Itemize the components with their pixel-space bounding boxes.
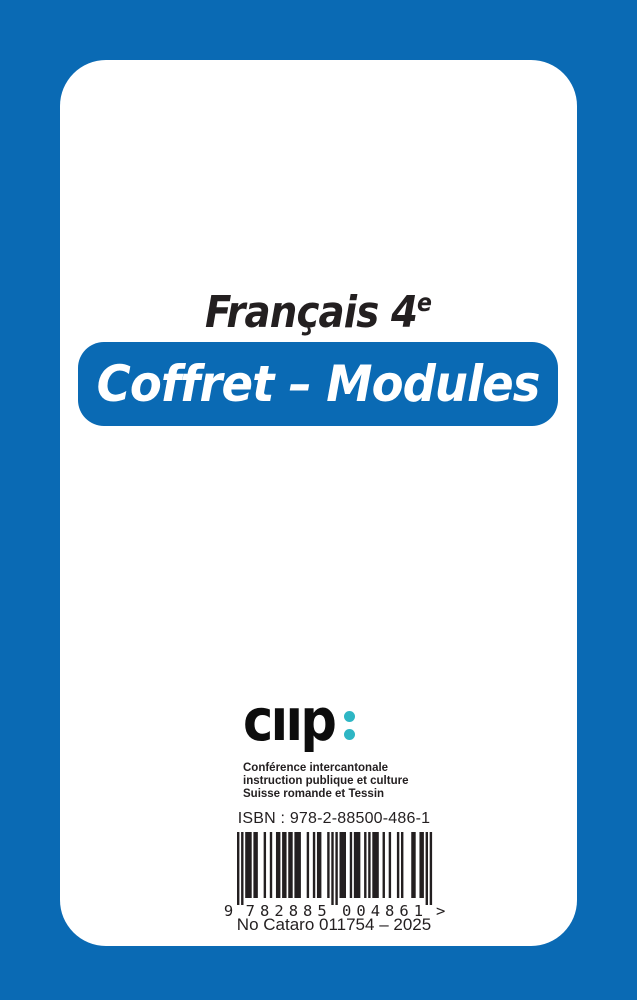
svg-text:8: 8 — [385, 902, 395, 920]
svg-text:8: 8 — [260, 902, 270, 920]
svg-text:2: 2 — [274, 902, 284, 920]
svg-text:5: 5 — [317, 902, 327, 920]
series-title-text: Français 4 — [205, 287, 418, 338]
colon-dot-top — [344, 711, 355, 722]
cover-card — [60, 60, 577, 946]
ean-barcode — [222, 832, 446, 920]
svg-text:8: 8 — [303, 902, 313, 920]
colon-dot-bottom — [344, 729, 355, 740]
banner-label: Coffret – Modules — [96, 355, 540, 413]
svg-text:>: > — [436, 902, 446, 920]
ciip-logo: cııp — [243, 686, 335, 754]
svg-text:4: 4 — [370, 902, 381, 920]
publisher-name-line: Conférence intercantonale — [243, 762, 389, 774]
svg-text:6: 6 — [399, 902, 409, 920]
svg-text:8: 8 — [288, 902, 299, 920]
publisher-name — [243, 762, 408, 801]
publisher-name-line: Suisse romande et Tessin — [243, 788, 385, 800]
ciip-logo-colon-icon — [344, 711, 355, 740]
svg-text:0: 0 — [342, 902, 352, 920]
svg-text:7: 7 — [245, 902, 255, 920]
catalog-number: No Cataro 011754 – 2025 — [236, 915, 432, 934]
series-title-superscript: e — [417, 288, 432, 317]
publisher-name-line: instruction publique et culture — [243, 775, 409, 787]
series-title — [91, 287, 546, 338]
svg-text:1: 1 — [413, 902, 424, 920]
isbn-label: ISBN : 978-2-88500-486-1 — [237, 810, 431, 827]
title-banner — [78, 342, 558, 426]
svg-text:0: 0 — [356, 902, 366, 920]
svg-text:9: 9 — [223, 902, 234, 920]
